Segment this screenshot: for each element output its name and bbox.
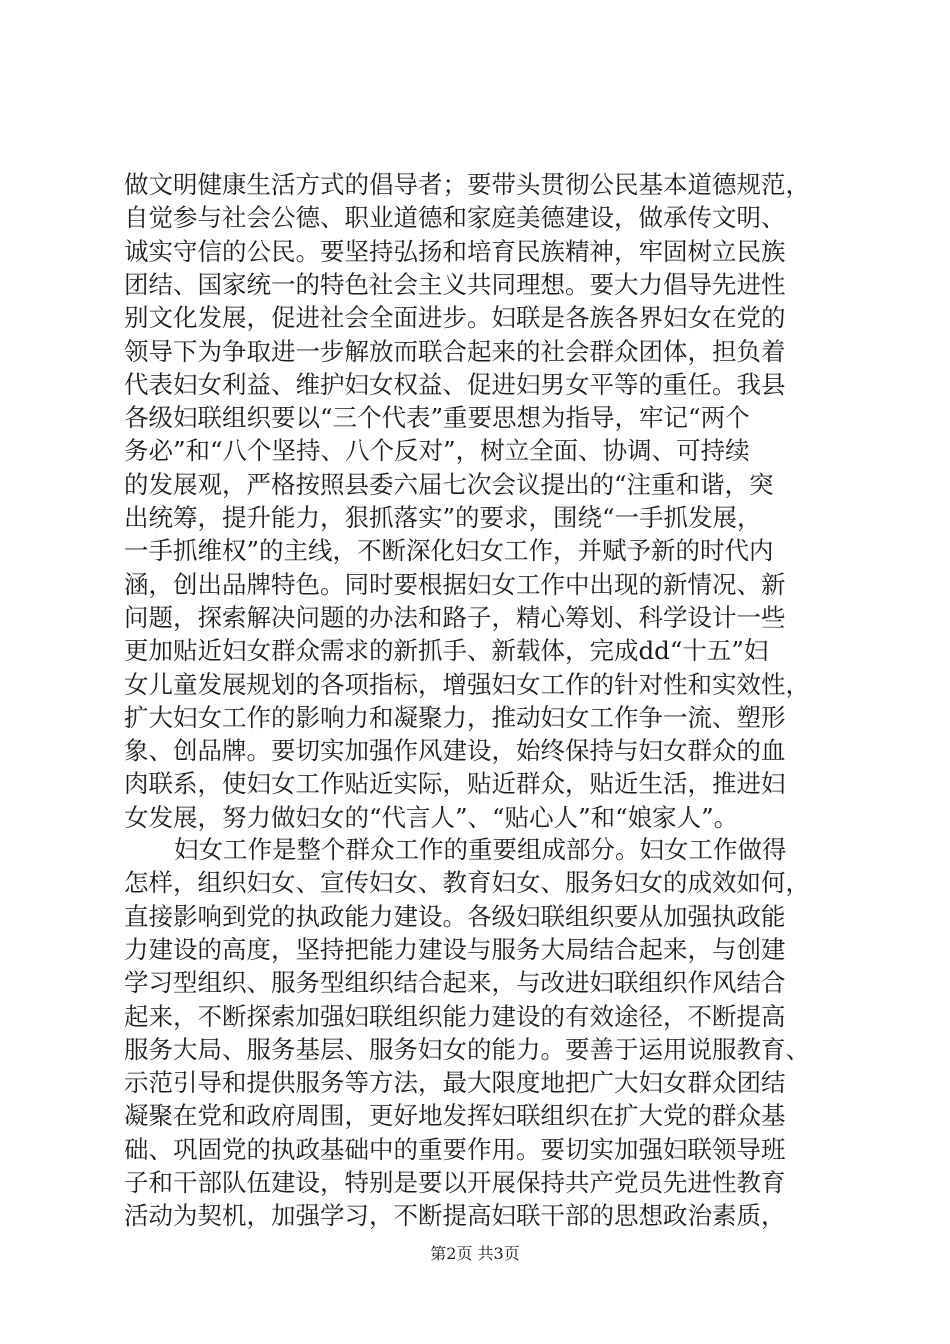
- text-line: 力建设的高度，坚持把能力建设与服务大局结合起来，与创建: [124, 934, 786, 964]
- text-line: 子和干部队伍建设，特别是要以开展保持共产党员先进性教育: [124, 1168, 786, 1197]
- text-line: 团结、国家统一的特色社会主义共同理想。要大力倡导先进性: [124, 269, 786, 299]
- page-footer: 第2页 共3页: [430, 1244, 520, 1263]
- text-line: 妇女工作是整个群众工作的重要组成部分。妇女工作做得: [174, 835, 787, 864]
- text-line: 更加贴近妇女群众需求的新抓手、新载体，完成dd“十五”妇: [124, 636, 769, 666]
- text-line: 服务大局、服务基层、服务妇女的能力。要善于运用说服教育、: [124, 1034, 810, 1064]
- text-line: 示范引导和提供服务等方法，最大限度地把广大妇女群众团结: [124, 1068, 786, 1098]
- text-line: 起来，不断探索加强妇联组织能力建设的有效途径，不断提高: [124, 1001, 786, 1031]
- text-line: 别文化发展，促进社会全面进步。妇联是各族各界妇女在党的: [124, 303, 786, 333]
- text-line: 出统筹，提升能力，狠抓落实”的要求，围绕“一手抓发展，: [124, 503, 762, 532]
- text-line: 务必”和“八个坚持、八个反对”，树立全面、协调、可持续: [124, 436, 750, 466]
- text-line: 象、创品牌。要切实加强作风建设，始终保持与妇女群众的血: [124, 736, 786, 766]
- text-line: 直接影响到党的执政能力建设。各级妇联组织要从加强执政能: [124, 901, 786, 931]
- text-line: 一手抓维权”的主线，不断深化妇女工作，并赋予新的时代内: [124, 536, 774, 566]
- text-line: 各级妇联组织要以“三个代表”重要思想为指导，牢记“两个: [124, 403, 750, 433]
- text-line: 凝聚在党和政府周围，更好地发挥妇联组织在扩大党的群众基: [124, 1101, 786, 1131]
- text-line: 扩大妇女工作的影响力和凝聚力，推动妇女工作争一流、塑形: [124, 702, 786, 732]
- text-line: 诚实守信的公民。要坚持弘扬和培育民族精神，牢固树立民族: [124, 236, 786, 266]
- text-line: 活动为契机，加强学习，不断提高妇联干部的思想政治素质，: [124, 1201, 786, 1231]
- text-line: 学习型组织、服务型组织结合起来，与改进妇联组织作风结合: [124, 968, 786, 998]
- text-line: 础、巩固党的执政基础中的重要作用。要切实加强妇联领导班: [124, 1134, 786, 1164]
- text-line: 做文明健康生活方式的倡导者；要带头贯彻公民基本道德规范，: [124, 170, 810, 199]
- text-line: 涵，创出品牌特色。同时要根据妇女工作中出现的新情况、新: [124, 569, 786, 599]
- text-line: 怎样，组织妇女、宣传妇女、教育妇女、服务妇女的成效如何，: [124, 868, 810, 898]
- text-line: 代表妇女利益、维护妇女权益、促进妇男女平等的重任。我县: [124, 369, 786, 399]
- text-line: 自觉参与社会公德、职业道德和家庭美德建设，做承传文明、: [124, 203, 786, 233]
- text-line: 女发展，努力做妇女的“代言人”、“贴心人”和“娘家人”。: [124, 802, 739, 832]
- text-line: 女儿童发展规划的各项指标，增强妇女工作的针对性和实效性，: [124, 669, 810, 699]
- text-line: 的发展观，严格按照县委六届七次会议提出的“注重和谐，突: [124, 469, 774, 499]
- text-line: 肉联系，使妇女工作贴近实际，贴近群众，贴近生活，推进妇: [124, 769, 786, 799]
- text-line: 领导下为争取进一步解放而联合起来的社会群众团体，担负着: [124, 336, 786, 366]
- text-line: 问题，探索解决问题的办法和路子，精心筹划、科学设计一些: [124, 602, 786, 632]
